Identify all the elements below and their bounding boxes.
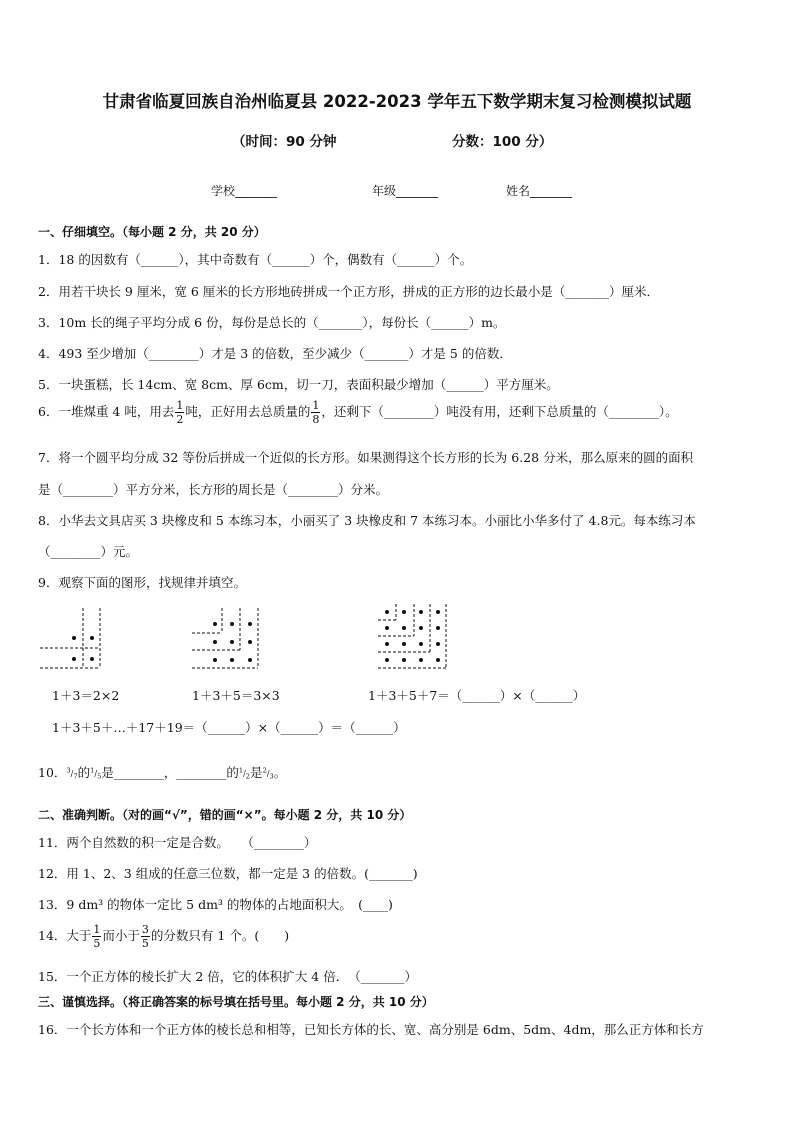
pattern-dot — [90, 636, 94, 640]
pattern-dot — [230, 622, 234, 626]
question-10: 10．$^3/_7$的$^1/_5$是________，________的$^1/_2$是$^2/_3$。 — [38, 765, 287, 781]
question-14: 14．大于 $\frac{1}{5}$ 而小于 $\frac{3}{5}$ 的分数只有 1 个。( ) — [38, 923, 290, 950]
question-4: 4．493 至少增加（________）才是 3 的倍数，至少减少（_______）才是 5 的倍数． — [38, 346, 512, 361]
pattern-dot — [402, 610, 406, 614]
grade-field[interactable]: 年级_______ — [372, 184, 439, 198]
question-16: 16．一个长方体和一个正方体的棱长总和相等，已知长方体的长、宽、高分别是 6dm、5dm、4dm，那么正方体和长方 — [38, 1022, 704, 1037]
question-7-line-1: 7．将一个圆平均分成 32 等份后拼成一个近似的长方形。如果测得这个长方形的长为 6.28 分米，那么原来的圆的面积 — [38, 450, 694, 465]
pattern-dot — [385, 626, 389, 630]
pattern-dot — [385, 658, 389, 662]
fraction-1-8: $\frac{1}{8}$ — [312, 399, 320, 426]
exam-title: 甘肃省临夏回族自治州临夏县 2022-2023 学年五下数学期末复习检测模拟试题 — [102, 92, 692, 111]
question-6-text-b: 吨，正好用去总质量的 — [185, 404, 311, 419]
pattern-dot — [419, 642, 423, 646]
pattern-dot — [419, 658, 423, 662]
question-1: 1．18 的因数有（______），其中奇数有（______）个，偶数有（______）个。 — [38, 252, 473, 267]
fraction-1-5: $^1/_5$ — [90, 766, 102, 781]
pattern-dot — [213, 622, 217, 626]
exam-score: 分数：100 分） — [452, 134, 553, 150]
name-field[interactable]: 姓名_______ — [506, 184, 573, 198]
q9-caption-2: 1＋3＋5＝3×3 — [192, 688, 280, 703]
fraction-1-2: $\frac{1}{2}$ — [176, 399, 184, 426]
pattern-dot — [436, 642, 440, 646]
pattern-dot — [72, 657, 76, 661]
pattern-dot — [385, 610, 389, 614]
question-2: 2．用若干块长 9 厘米，宽 6 厘米的长方形地砖拼成一个正方形，拼成的正方形的边长最小是（_______）厘米． — [38, 284, 660, 299]
pattern-dot — [213, 658, 217, 662]
fraction-3-7: $^3/_7$ — [66, 766, 78, 781]
question-11: 11．两个自然数的积一定是合数。 （________） — [38, 835, 317, 850]
section-3-heading: 三、谨慎选择。（将正确答案的标号填在括号里。每小题 2 分，共 10 分） — [38, 995, 434, 1009]
fraction-1-5: $\frac{1}{5}$ — [93, 923, 101, 950]
pattern-dot — [402, 642, 406, 646]
question-3: 3．10m 长的绳子平均分成 6 份，每份是总长的（_______），每份长（______）m。 — [38, 315, 506, 330]
pattern-dot — [436, 610, 440, 614]
question-9: 9．观察下面的图形，找规律并填空。 — [38, 575, 246, 590]
question-7-line-2: 是（________）平方分米，长方形的周长是（________）分米。 — [38, 482, 389, 497]
pattern-dot — [213, 640, 217, 644]
question-6-text-c: ，还剩下（________）吨没有用，还剩下总质量的（________）。 — [321, 404, 678, 419]
pattern-dot — [402, 626, 406, 630]
q9-general-formula: 1＋3＋5＋…＋17＋19＝（______）×（______）＝（______） — [52, 720, 406, 735]
pattern-dot — [402, 658, 406, 662]
pattern-dot — [230, 658, 234, 662]
fraction-2-3: $^2/_3$ — [262, 766, 274, 781]
pattern-dot — [385, 642, 389, 646]
pattern-dot — [248, 640, 252, 644]
question-8-line-1: 8．小华去文具店买 3 块橡皮和 5 本练习本，小丽买了 3 块橡皮和 7 本练习本。小丽比小华多付了 4.8元。每本练习本 — [38, 513, 696, 528]
exam-time: （时间：90 分钟 — [232, 134, 337, 150]
question-12: 12．用 1、2、3 组成的任意三位数，都一定是 3 的倍数。(_______) — [38, 866, 418, 881]
question-13: 13．9 dm³ 的物体一定比 5 dm³ 的物体的占地面积大。 (____) — [38, 897, 393, 912]
pattern-dot — [419, 626, 423, 630]
pattern-dot — [72, 636, 76, 640]
pattern-dot — [436, 626, 440, 630]
pattern-dot — [230, 640, 234, 644]
question-6-text-a: 6．一堆煤重 4 吨，用去 — [38, 404, 175, 419]
q9-caption-1: 1＋3＝2×2 — [52, 688, 120, 703]
pattern-dot — [248, 622, 252, 626]
question-15: 15．一个正方体的棱长扩大 2 倍，它的体积扩大 4 倍． （_______） — [38, 969, 417, 984]
fraction-1-2: $^1/_2$ — [238, 766, 251, 781]
fraction-3-5: $\frac{3}{5}$ — [141, 923, 149, 950]
pattern-dot — [419, 610, 423, 614]
question-8-line-2: （________）元。 — [38, 544, 139, 559]
school-field[interactable]: 学校_______ — [211, 184, 278, 198]
section-2-heading: 二、准确判断。（对的画“√”，错的画“×”。每小题 2 分，共 10 分） — [38, 808, 412, 822]
section-1-heading: 一、仔细填空。（每小题 2 分，共 20 分） — [38, 225, 266, 239]
q9-caption-3: 1＋3＋5＋7＝（______）×（______） — [368, 688, 586, 703]
pattern-dot — [90, 657, 94, 661]
pattern-dot — [248, 658, 252, 662]
pattern-dot — [436, 658, 440, 662]
question-5: 5．一块蛋糕，长 14cm、宽 8cm、厚 6cm，切一刀，表面积最少增加（______）平方厘米。 — [38, 377, 559, 392]
